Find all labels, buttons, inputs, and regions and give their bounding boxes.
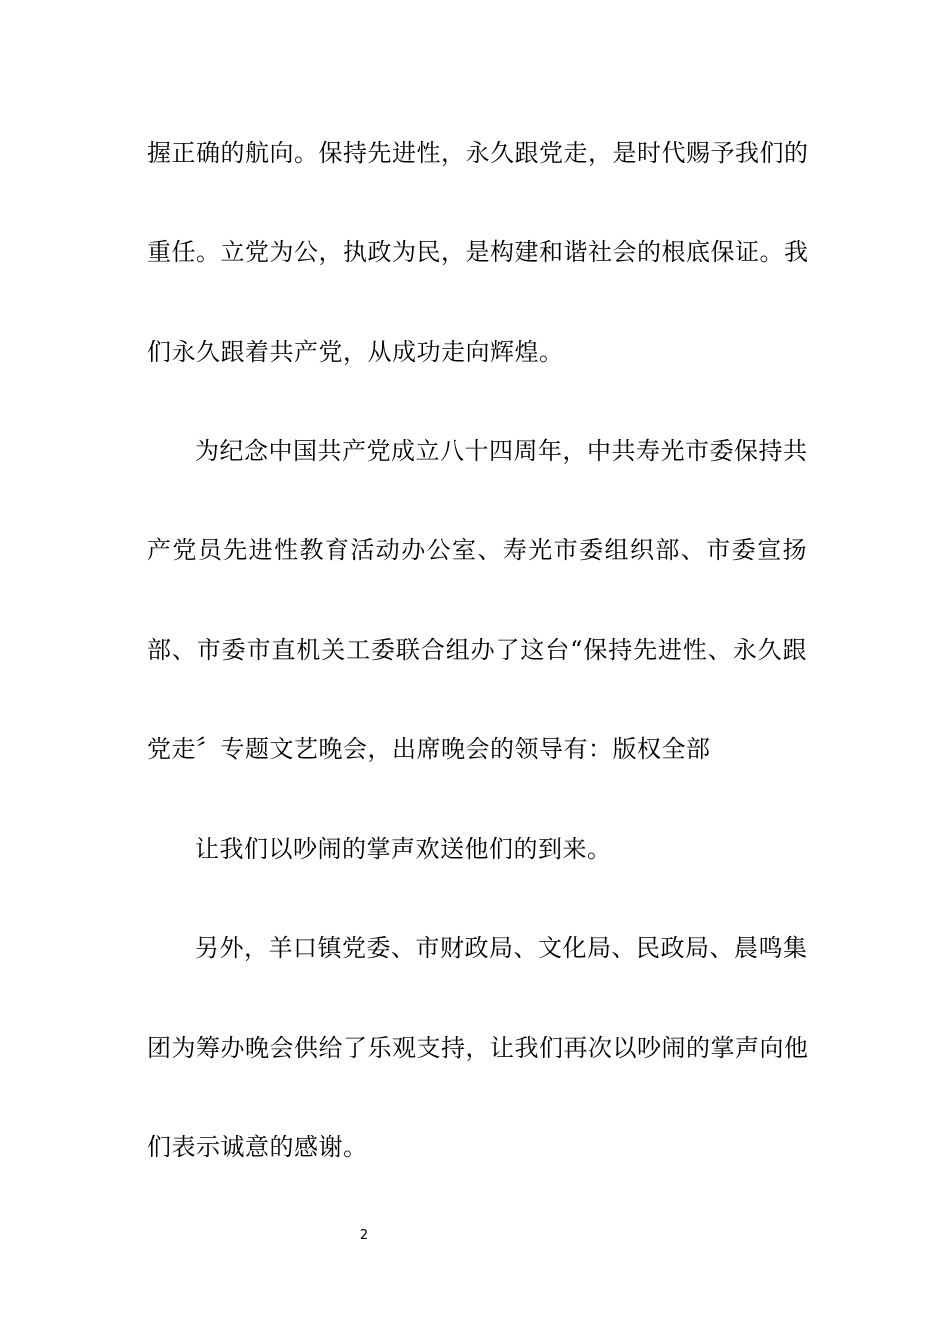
text-line-9: 另外，羊口镇党委、市财政局、文化局、民政局、晨鸣集 — [195, 934, 808, 962]
text-line-6: 部、市委市直机关工委联合组办了这台“保持先进性、永久跟 — [147, 636, 807, 664]
text-line-10: 团为筹办晚会供给了乐观支持，让我们再次以吵闹的掌声向他 — [147, 1034, 809, 1062]
text-line-5: 产党员先进性教育活动办公室、寿光市委组织部、市委宣扬 — [147, 536, 807, 564]
text-line-8: 让我们以吵闹的掌声欢送他们的到来。 — [195, 835, 612, 863]
text-line-7: 党走〞专题文艺晚会，出席晚会的领导有：版权全部 — [147, 735, 711, 763]
page-number: 2 — [359, 1228, 369, 1243]
text-line-11: 们表示诚意的感谢。 — [147, 1133, 368, 1161]
text-line-1: 握正确的航向。保持先进性，永久跟党走，是时代赐予我们的 — [147, 139, 809, 167]
text-line-2: 重任。立党为公，执政为民，是构建和谐社会的根底保证。我 — [147, 238, 809, 266]
text-line-4: 为纪念中国共产党成立八十四周年，中共寿光市委保持共 — [195, 437, 808, 465]
text-line-3: 们永久跟着共产党，从成功走向辉煌。 — [147, 338, 564, 366]
